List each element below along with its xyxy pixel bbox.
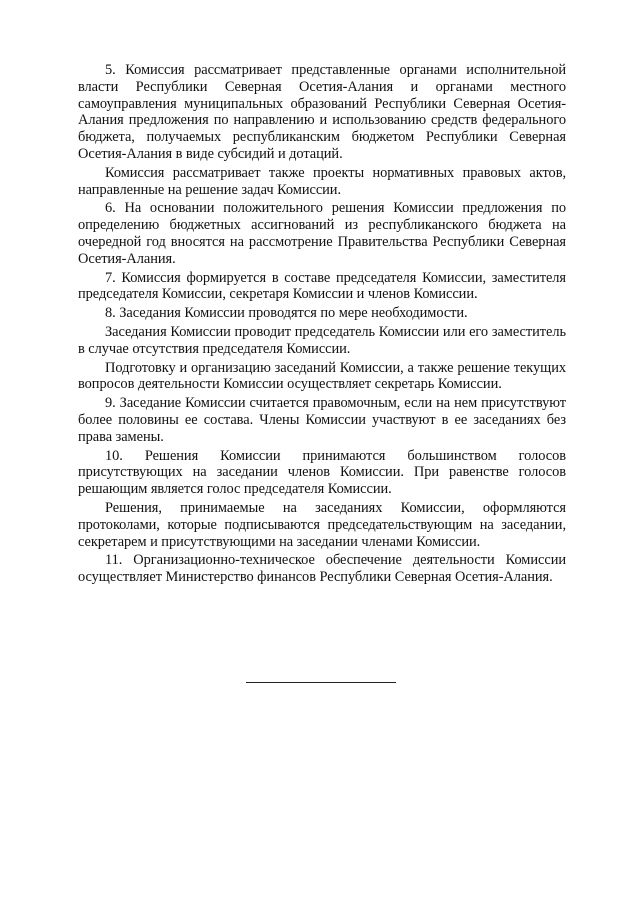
paragraph-clause-11: 11. Организационно-техническое обеспечение деятельности Комиссии осуществляет Министерство финансов Республики Северная Осетия-Алания.: [78, 552, 566, 586]
paragraph-clause-9: 9. Заседание Комиссии считается правомочным, если на нем присутствуют более половины ее состава. Члены Комиссии участвуют в ее заседаниях без права замены.: [78, 395, 566, 445]
paragraph-clause-8-chair: Заседания Комиссии проводит председатель Комиссии или его заместитель в случае отсутствия председателя Комиссии.: [78, 323, 566, 357]
paragraph-clause-5-draft-acts: Комиссия рассматривает также проекты нормативных правовых актов, направленные на решение задач Комиссии.: [78, 164, 566, 198]
end-divider-line: [246, 682, 396, 683]
paragraph-clause-8: 8. Заседания Комиссии проводятся по мере необходимости.: [105, 305, 468, 322]
paragraph-clause-10: 10. Решения Комиссии принимаются большинством голосов присутствующих на заседании членов Комиссии. При равенстве голосов решающим является голос председателя Комиссии.: [78, 447, 566, 498]
paragraph-clause-10-protocols: Решения, принимаемые на заседаниях Комиссии, оформляются протоколами, которые подписываются председательствующим на заседании, секретарем и присутствующими на заседании членами Комиссии.: [78, 499, 566, 550]
paragraph-clause-6: 6. На основании положительного решения Комиссии предложения по определению бюджетных ассигнований из республиканского бюджета на очередной год вносятся на рассмотрение Правительства Республики Северная Осетия-Алания.: [78, 200, 566, 267]
paragraph-clause-7: 7. Комиссия формируется в составе председателя Комиссии, заместителя председателя Комиссии, секретаря Комиссии и членов Комиссии.: [78, 269, 566, 303]
paragraph-clause-5: 5. Комиссия рассматривает представленные органами исполнительной власти Республики Северная Осетия-Алания и органами местного самоуправления муниципальных образований Республики Северная Осетия-Алания предложения по направлению и использованию средств федерального бюджета, получаемых республиканским бюджетом Республики Северная Осетия-Алания в виде субсидий и дотаций.: [78, 62, 566, 162]
paragraph-clause-8-secretary: Подготовку и организацию заседаний Комиссии, а также решение текущих вопросов деятельности Комиссии осуществляет секретарь Комиссии.: [78, 359, 566, 393]
